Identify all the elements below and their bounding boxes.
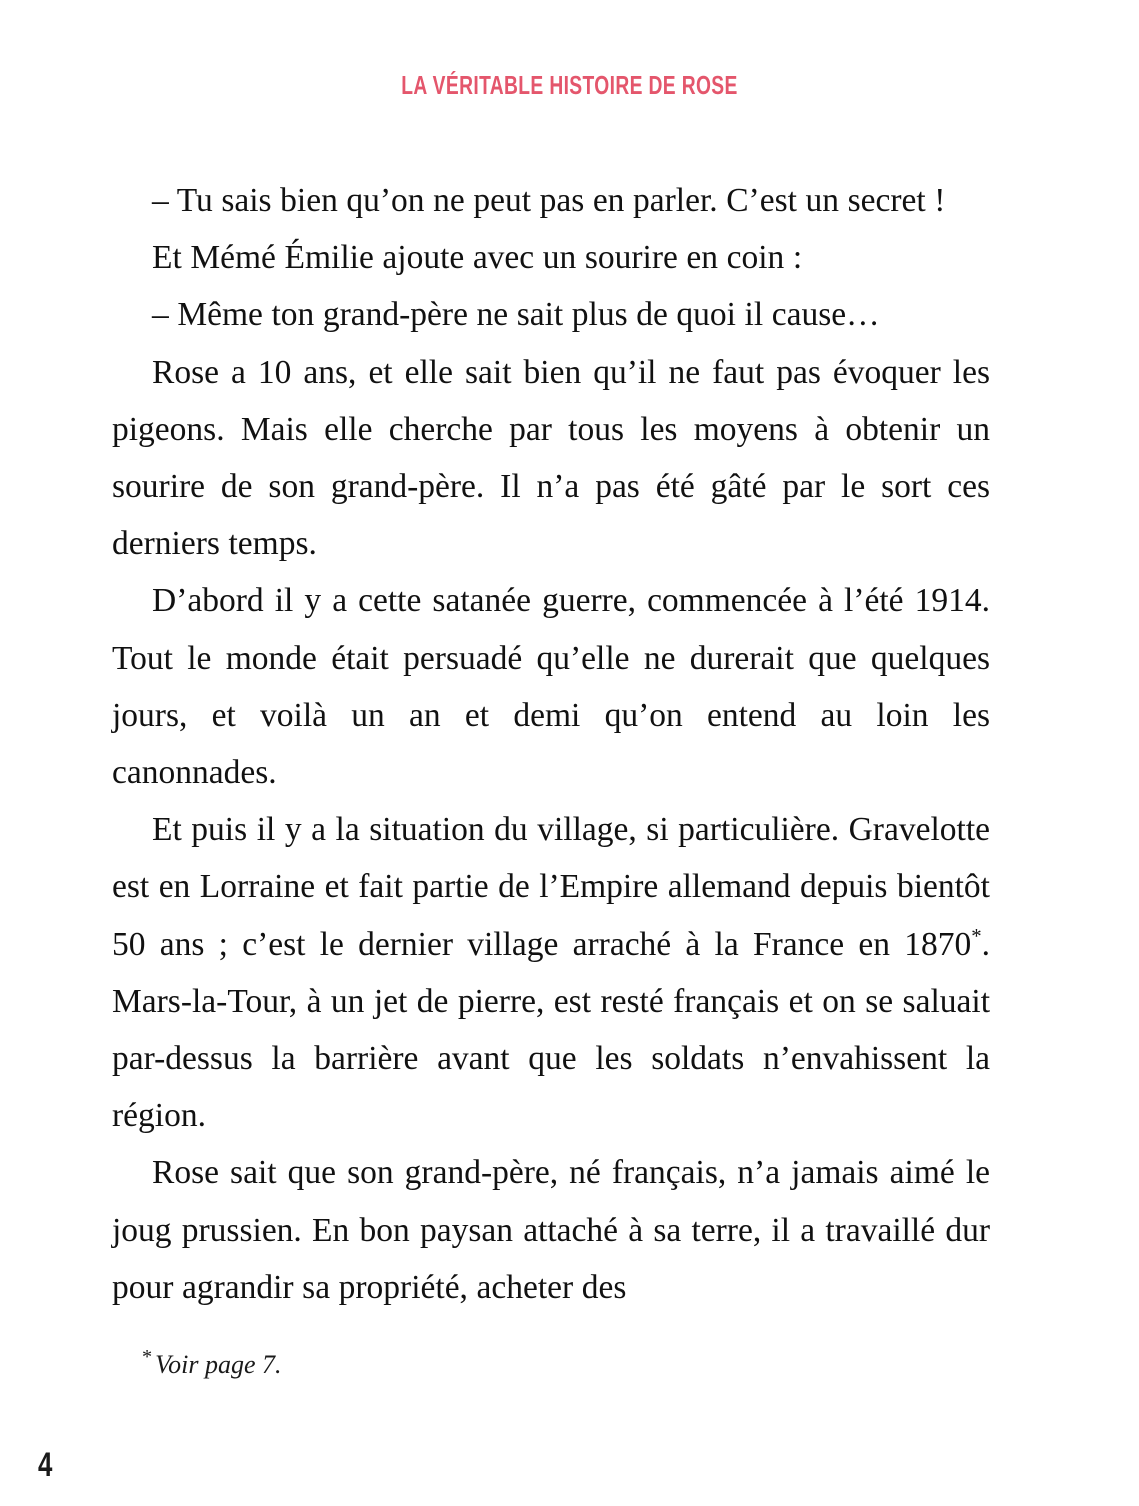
paragraph-with-footnote-ref [112,801,990,1144]
footnote-reference-marker[interactable]: * [971,924,982,948]
body-text-block [112,172,990,1316]
running-head: LA VÉRITABLE HISTOIRE DE ROSE [401,70,738,100]
paragraph: Et Mémé Émilie ajoute avec un sourire en coin : [152,239,803,277]
paragraph: – Même ton grand-père ne sait plus de quoi il cause… [152,296,880,334]
paragraph: Rose sait que son grand-père, né français, n’a jamais aimé le joug prussien. En bon paysan attaché à sa terre, il a travaillé dur pour agrandir sa propriété, acheter des [112,1154,990,1306]
page-number: 4 [38,1446,53,1484]
paragraph: Rose a 10 ans, et elle sait bien qu’il ne faut pas évoquer les pigeons. Mais elle cherche par tous les moyens à obtenir un sourire de son grand-père. Il n’a pas été gâté par le sort ces derniers temps. [112,353,990,563]
paragraph: – Tu sais bien qu’on ne peut pas en parler. C’est un secret ! [152,182,946,219]
paragraph: D’abord il y a cette satanée guerre, commencée à l’été 1914. Tout le monde était persuadé qu’elle ne durerait que quelques jours, et voilà un an et demi qu’on entend au loin les canonnades. [112,582,990,792]
footnote-marker: * [142,1346,153,1369]
paragraph-text-head: Et puis il y a la situation du village, si particulière. Gravelotte est en Lorraine et fait partie de l’Empire allemand depuis bientôt 50 ans ; c’est le dernier village arraché à la France en 1870 [112,811,990,963]
footnote [142,1348,942,1382]
paragraph-text-tail: . Mars-la-Tour, à un jet de pierre, est resté français et on se saluait par-dessus la barrière avant que les soldats n’envahissent la région. [112,925,990,1135]
footnote-text: Voir page 7. [155,1350,282,1379]
